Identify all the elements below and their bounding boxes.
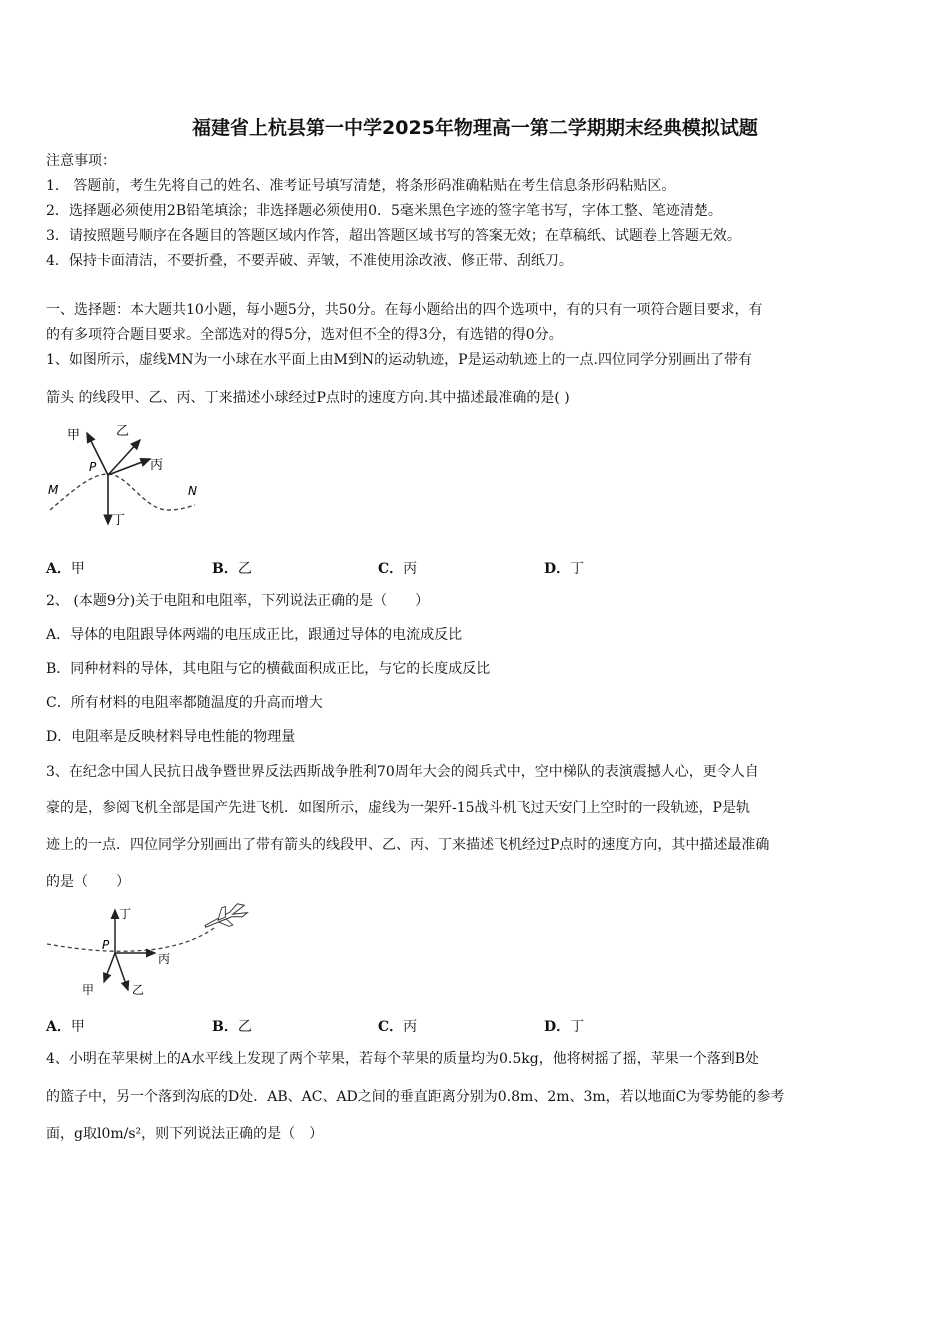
arrow-jia bbox=[104, 953, 115, 982]
q3-stem: 迹上的一点．四位同学分别画出了带有箭头的线段甲、乙、丙、丁来描述飞机经过P点时的速度方向，其中描述最准确 bbox=[46, 837, 770, 853]
option-text: 乙 bbox=[237, 561, 252, 577]
label-yi: 乙 bbox=[116, 424, 130, 439]
option-letter: D． bbox=[544, 1019, 571, 1035]
section-instructions: 一、选择题：本大题共10小题，每小题5分，共50分。在每小题给出的四个选项中，有的只有一项符合题目要求，有 bbox=[46, 302, 763, 318]
q2-option-b: B．同种材料的导体，其电阻与它的横截面积成正比，与它的长度成反比 bbox=[46, 661, 491, 677]
option-letter: B． bbox=[212, 1019, 238, 1035]
q3-option-c bbox=[378, 1016, 544, 1036]
option-text: 丙 bbox=[403, 1019, 418, 1035]
q1-option-d bbox=[544, 558, 710, 578]
notice-heading: 注意事项： bbox=[46, 153, 116, 169]
label-m: M bbox=[48, 483, 59, 497]
fighter-jet-icon bbox=[201, 902, 249, 935]
trajectory-curve bbox=[47, 928, 214, 951]
arrow-yi bbox=[115, 953, 128, 990]
option-letter: C． bbox=[378, 561, 404, 577]
q3-option-a bbox=[46, 1016, 212, 1036]
q2-option-c: C．所有材料的电阻率都随温度的升高而增大 bbox=[46, 695, 323, 711]
notice-item: 4．保持卡面清洁，不要折叠，不要弄破、弄皱，不准使用涂改液、修正带、刮纸刀。 bbox=[46, 253, 573, 269]
q2-option-d: D．电阻率是反映材料导电性能的物理量 bbox=[46, 729, 296, 745]
option-letter: A． bbox=[46, 561, 71, 577]
option-text: 甲 bbox=[70, 1019, 85, 1035]
q1-stem: 1、如图所示，虚线MN为一小球在水平面上由M到N的运动轨迹，P是运动轨迹上的一点.四位同学分别画出了带有 bbox=[46, 352, 752, 368]
q1-option-a bbox=[46, 558, 212, 578]
label-n: N bbox=[188, 484, 197, 498]
q3-stem: 的是（ ） bbox=[46, 874, 130, 890]
label-ding: 丁 bbox=[119, 907, 132, 921]
label-bing: 丙 bbox=[150, 458, 164, 473]
option-text: 丁 bbox=[570, 561, 585, 577]
notice-item: 1． 答题前，考生先将自己的姓名、准考证号填写清楚，将条形码准确粘贴在考生信息条形码粘贴区。 bbox=[46, 178, 676, 194]
option-text: 甲 bbox=[70, 561, 85, 577]
option-text: 丙 bbox=[403, 561, 418, 577]
q2-option-a: A．导体的电阻跟导体两端的电压成正比，跟通过导体的电流成反比 bbox=[46, 627, 463, 643]
q1-option-b bbox=[212, 558, 378, 578]
label-jia: 甲 bbox=[67, 428, 81, 443]
option-text: 乙 bbox=[237, 1019, 252, 1035]
q1-stem: 箭头 的线段甲、乙、丙、丁来描述小球经过P点时的速度方向.其中描述最准确的是( ) bbox=[46, 390, 570, 406]
q3-options bbox=[46, 1016, 710, 1036]
q1-option-c bbox=[378, 558, 544, 578]
q3-option-b bbox=[212, 1016, 378, 1036]
q4-stem: 4、小明在苹果树上的A水平线上发现了两个苹果，若每个苹果的质量均为0.5kg，他将树摇了摇，苹果一个落到B处 bbox=[46, 1051, 760, 1067]
trajectory-curve bbox=[50, 474, 195, 510]
page-title: 福建省上杭县第一中学2025年物理高一第二学期期末经典模拟试题 bbox=[192, 117, 758, 139]
q3-stem: 3、在纪念中国人民抗日战争暨世界反法西斯战争胜利70周年大会的阅兵式中，空中梯队的表演震撼人心，更令人自 bbox=[46, 764, 759, 780]
label-p: P bbox=[102, 938, 110, 952]
notice-item: 3．请按照题号顺序在各题目的答题区域内作答，超出答题区域书写的答案无效；在草稿纸、试题卷上答题无效。 bbox=[46, 228, 741, 244]
q4-stem: 的篮子中，另一个落到沟底的D处．AB、AC、AD之间的垂直距离分别为0.8m、2m、3m，若以地面C为零势能的参考 bbox=[46, 1089, 785, 1105]
q4-stem: 面，g取l0m/s²，则下列说法正确的是（ ） bbox=[46, 1126, 324, 1142]
label-jia: 甲 bbox=[82, 983, 95, 997]
option-letter: D． bbox=[544, 561, 571, 577]
label-bing: 丙 bbox=[158, 952, 171, 966]
section-instructions: 的有多项符合题目要求。全部选对的得5分，选对但不全的得3分，有选错的得0分。 bbox=[46, 327, 563, 343]
option-letter: C． bbox=[378, 1019, 404, 1035]
q3-figure bbox=[42, 902, 262, 1002]
option-letter: A． bbox=[46, 1019, 71, 1035]
label-yi: 乙 bbox=[132, 983, 145, 997]
option-text: 丁 bbox=[570, 1019, 585, 1035]
q1-options bbox=[46, 558, 710, 578]
label-ding: 丁 bbox=[112, 513, 126, 528]
notice-item: 2．选择题必须使用2B铅笔填涂；非选择题必须使用0．5毫米黑色字迹的签字笔书写，字体工整、笔迹清楚。 bbox=[46, 203, 722, 219]
q3-stem: 豪的是，参阅飞机全部是国产先进飞机．如图所示，虚线为一架歼-15战斗机飞过天安门上空时的一段轨迹，P是轨 bbox=[46, 800, 750, 816]
q3-option-d bbox=[544, 1016, 710, 1036]
option-letter: B． bbox=[212, 561, 238, 577]
label-p: P bbox=[89, 460, 97, 474]
q2-stem: 2、 (本题9分)关于电阻和电阻率，下列说法正确的是（ ） bbox=[46, 593, 430, 609]
q1-figure bbox=[40, 418, 220, 533]
